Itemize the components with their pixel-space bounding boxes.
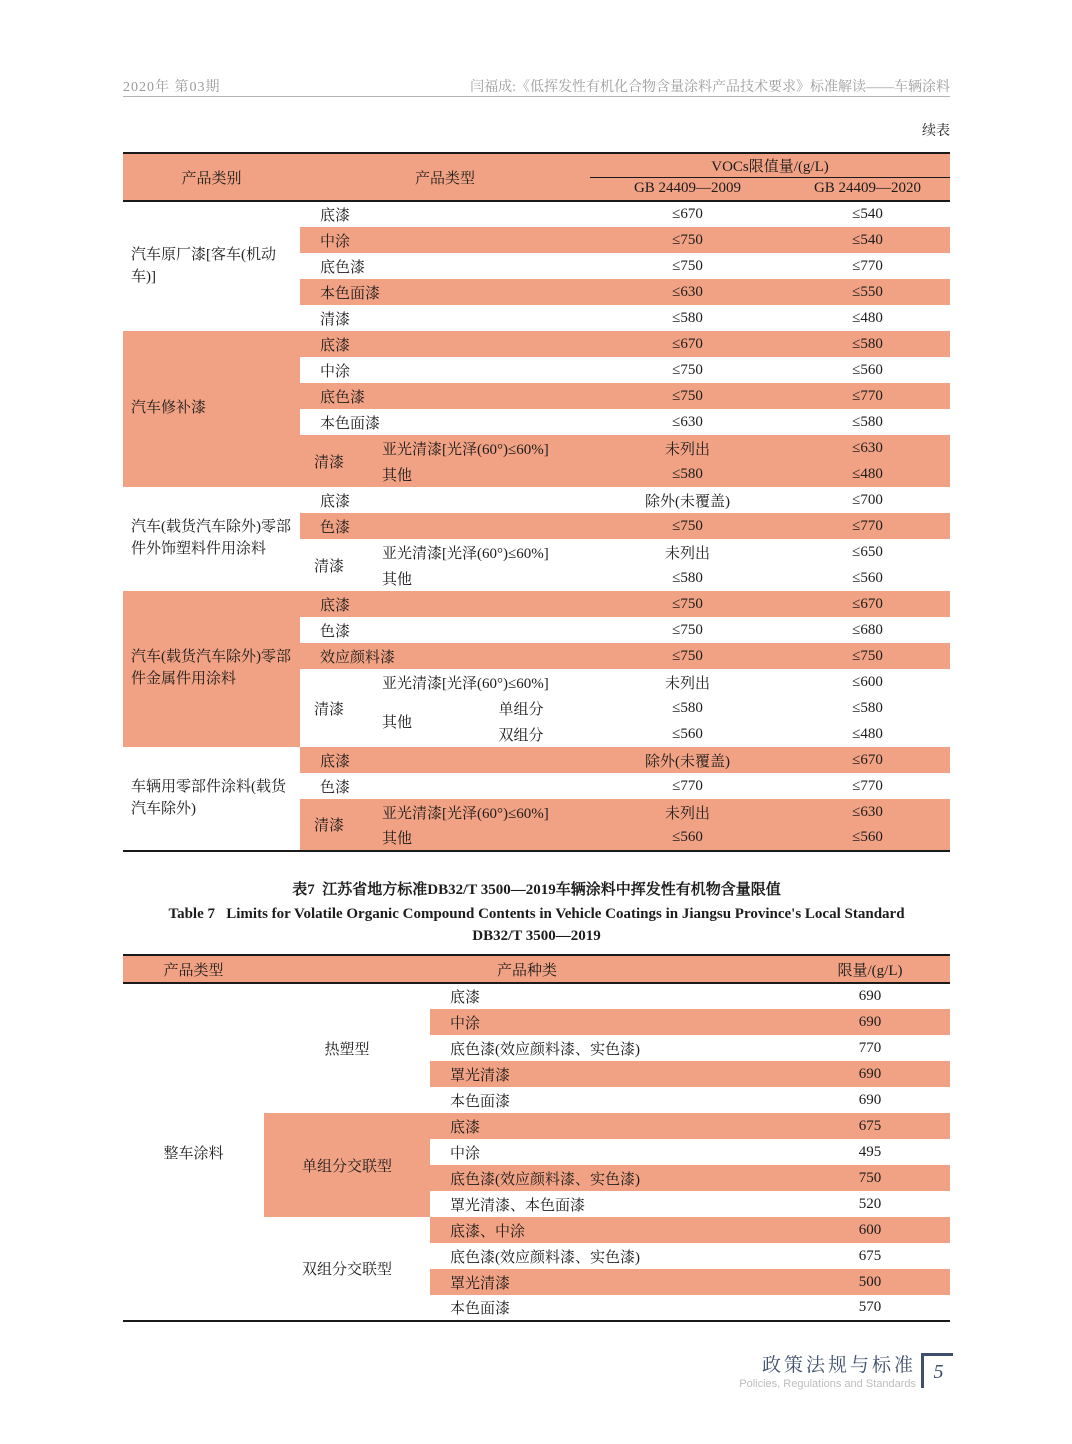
limit-2009-cell: 未列出 — [665, 675, 711, 692]
subcategory-cell: 双组分交联型 — [301, 1262, 392, 1278]
limit-2009-cell: ≤670 — [590, 331, 785, 357]
subcategory-cell: 单组分交联型 — [264, 1113, 430, 1217]
limit-cell: 675 — [790, 1113, 950, 1139]
limit-2009-cell: 除外(未覆盖) — [590, 747, 785, 773]
limit-2020-cell: ≤750 — [785, 643, 950, 669]
kind-cell: 底色漆(效应颜料漆、实色漆) — [450, 1249, 640, 1266]
limit-2009-cell: ≤560 — [672, 725, 703, 742]
limit-2020-cell: ≤550 — [785, 279, 950, 305]
limit-2009-cell: 除外(未覆盖) — [645, 493, 731, 510]
limit-2009-cell: ≤750 — [590, 643, 785, 669]
subcategory-cell: 热塑型 — [324, 1042, 370, 1058]
limit-2020-cell: ≤560 — [852, 361, 883, 378]
table-header-row — [123, 955, 950, 983]
col-header-limit: 限量/(g/L) — [790, 955, 950, 983]
category-cell: 汽车原厂漆[客车(机动车)] — [131, 246, 276, 285]
subtype-cell: 其他 — [372, 825, 590, 851]
footer-section-cn: 政策法规与标准 — [761, 1355, 916, 1376]
table-row — [123, 331, 950, 357]
limit-2009-cell: ≤580 — [672, 699, 703, 716]
limit-2009-cell: ≤750 — [672, 361, 703, 378]
subtype-cell: 亚光清漆[光泽(60°)≤60%] — [372, 799, 590, 825]
limit-cell: 770 — [858, 1039, 882, 1056]
limit-2020-cell: ≤580 — [852, 699, 883, 716]
limit-2020-cell: ≤560 — [852, 569, 883, 586]
limit-2009-cell: ≤750 — [590, 591, 785, 617]
table7-title-en: Table 7 Limits for Volatile Organic Compound Contents in Vehicle Coatings in Jiangsu Province's Local Standard — [168, 906, 905, 922]
limit-2009-cell: 未列出 — [665, 545, 711, 562]
kind-cell: 罩光清漆、本色面漆 — [450, 1197, 586, 1214]
category-cell: 汽车(载货汽车除外)零部件金属件用涂料 — [123, 591, 300, 747]
limit-cell: 600 — [790, 1217, 950, 1243]
component-cell: 双组分 — [498, 727, 544, 744]
limit-cell: 500 — [790, 1269, 950, 1295]
col-header-gb2020: GB 24409—2020 — [785, 177, 950, 201]
kind-cell: 罩光清漆 — [430, 1269, 790, 1295]
limit-2020-cell: ≤480 — [852, 725, 883, 742]
type-cell: 中涂 — [300, 227, 590, 253]
clearcoat-label-cell: 清漆 — [300, 435, 372, 487]
type-cell: 色漆 — [320, 623, 351, 640]
type-cell: 底漆 — [300, 591, 590, 617]
subtype-cell: 亚光清漆[光泽(60°)≤60%] — [382, 675, 549, 692]
table-row — [123, 983, 950, 1009]
limit-2020-cell: ≤540 — [785, 227, 950, 253]
limit-2020-cell: ≤560 — [785, 825, 950, 851]
kind-cell: 中涂 — [430, 1009, 790, 1035]
type-cell: 本色面漆 — [300, 279, 590, 305]
limit-2020-cell: ≤630 — [785, 435, 950, 461]
type-cell: 清漆 — [320, 311, 351, 328]
col-header-gb2009: GB 24409—2009 — [590, 177, 785, 201]
category-cell: 车辆用零部件涂料(载货汽车除外) — [131, 778, 286, 817]
subtype-cell: 亚光清漆[光泽(60°)≤60%] — [372, 435, 590, 461]
category-cell: 汽车修补漆 — [123, 331, 300, 487]
limit-cell: 690 — [858, 1091, 882, 1108]
kind-cell: 底色漆(效应颜料漆、实色漆) — [430, 1165, 790, 1191]
kind-cell: 罩光清漆 — [430, 1061, 790, 1087]
limit-cell: 750 — [790, 1165, 950, 1191]
subtype-cell: 其他 — [382, 571, 413, 588]
limit-2020-cell: ≤700 — [852, 491, 883, 508]
footer-section — [739, 1350, 916, 1390]
limit-2020-cell: ≤480 — [785, 461, 950, 487]
table-row — [123, 487, 950, 513]
limit-2020-cell: ≤580 — [785, 331, 950, 357]
limit-2009-cell: ≤630 — [590, 279, 785, 305]
running-title: 闫福成:《低挥发性有机化合物含量涂料产品技术要求》标准解读——车辆涂料 — [470, 80, 950, 95]
other-label-cell: 其他 — [382, 714, 413, 731]
type-cell: 底色漆 — [320, 259, 366, 276]
limit-2020-cell: ≤770 — [785, 513, 950, 539]
page-footer — [739, 1350, 953, 1390]
type-cell: 底漆 — [300, 331, 590, 357]
kind-cell: 底漆、中涂 — [430, 1217, 790, 1243]
limit-cell: 675 — [858, 1247, 882, 1264]
limit-2009-cell: ≤750 — [672, 257, 703, 274]
limit-cell: 690 — [790, 1009, 950, 1035]
limit-2020-cell: ≤580 — [852, 413, 883, 430]
limit-2009-cell: ≤580 — [672, 569, 703, 586]
kind-cell: 本色面漆 — [450, 1301, 511, 1317]
limit-2009-cell: ≤580 — [590, 461, 785, 487]
limit-2009-cell: ≤560 — [590, 825, 785, 851]
col-header-category: 产品类别 — [123, 153, 300, 201]
footer-section-en: Policies, Regulations and Standards — [739, 1378, 916, 1390]
table7-title-cn: 表7 江苏省地方标准DB32/T 3500—2019车辆涂料中挥发性有机物含量限值 — [292, 882, 781, 898]
page-number-bracket — [921, 1353, 953, 1388]
subtype-cell: 亚光清漆[光泽(60°)≤60%] — [382, 545, 549, 562]
type-cell: 色漆 — [300, 513, 590, 539]
limit-2009-cell: ≤630 — [672, 413, 703, 430]
kind-cell: 底漆 — [430, 1113, 790, 1139]
type-cell: 本色面漆 — [320, 415, 381, 432]
type-cell: 中涂 — [320, 363, 351, 380]
limit-2020-cell: ≤670 — [785, 591, 950, 617]
limit-2009-cell: 未列出 — [590, 435, 785, 461]
limit-2009-cell: ≤580 — [672, 309, 703, 326]
category-cell: 汽车(载货汽车除外)零部件外饰塑料件用涂料 — [131, 519, 291, 557]
limit-2020-cell: ≤670 — [785, 747, 950, 773]
type-cell: 底漆 — [320, 208, 351, 224]
limit-cell: 495 — [858, 1143, 882, 1160]
col-header-type: 产品类型 — [300, 153, 590, 201]
table-row — [123, 201, 950, 227]
type-cell: 效应颜料漆 — [300, 643, 590, 669]
limit-2020-cell: ≤770 — [852, 777, 883, 794]
limit-2009-cell: ≤750 — [590, 227, 785, 253]
kind-cell: 底漆 — [450, 990, 481, 1006]
type-cell: 底漆 — [320, 493, 351, 510]
page-number: 5 — [933, 1360, 944, 1383]
limit-2009-cell: ≤670 — [672, 206, 703, 222]
limit-2020-cell: ≤480 — [852, 309, 883, 326]
type-cell: 底漆 — [300, 747, 590, 773]
table-header-row — [123, 153, 950, 177]
limit-2020-cell: ≤650 — [852, 543, 883, 560]
limit-2009-cell: ≤750 — [672, 621, 703, 638]
limit-2009-cell: 未列出 — [590, 799, 785, 825]
limit-2009-cell: ≤770 — [672, 777, 703, 794]
col-header-type: 产品类型 — [123, 955, 264, 983]
limit-2020-cell: ≤630 — [785, 799, 950, 825]
kind-cell: 底色漆(效应颜料漆、实色漆) — [450, 1041, 640, 1058]
limit-2009-cell: ≤750 — [590, 383, 785, 409]
table-row — [123, 591, 950, 617]
category-cell: 整车涂料 — [163, 1145, 224, 1162]
clearcoat-label-cell: 清漆 — [300, 799, 372, 851]
limit-2009-cell: ≤750 — [590, 513, 785, 539]
limit-2020-cell: ≤680 — [852, 621, 883, 638]
issue-label: 2020年 第03期 — [123, 80, 221, 95]
limit-cell: 570 — [858, 1299, 882, 1315]
type-cell: 色漆 — [320, 779, 351, 796]
limit-2020-cell: ≤600 — [852, 673, 883, 690]
type-cell: 底色漆 — [300, 383, 590, 409]
jiangsu-voc-limits-table — [123, 954, 950, 1322]
table7-caption — [123, 878, 950, 945]
limit-cell: 690 — [790, 1061, 950, 1087]
table-row — [123, 747, 950, 773]
limit-2020-cell: ≤770 — [852, 257, 883, 274]
component-cell: 单组分 — [498, 701, 544, 718]
limit-cell: 690 — [858, 988, 882, 1004]
col-header-kind: 产品种类 — [264, 955, 790, 983]
continued-table-label: 续表 — [922, 124, 950, 139]
subtype-cell: 其他 — [372, 461, 590, 487]
limit-2020-cell: ≤770 — [785, 383, 950, 409]
table7-title-en-std: DB32/T 3500—2019 — [472, 928, 601, 944]
clearcoat-label-cell: 清漆 — [314, 558, 345, 575]
clearcoat-label-cell: 清漆 — [314, 701, 345, 718]
header-rule — [123, 96, 950, 97]
limit-cell: 520 — [858, 1195, 882, 1212]
gb-voc-limits-table — [123, 152, 950, 852]
col-header-vocs: VOCs限值量/(g/L) — [590, 153, 950, 177]
kind-cell: 中涂 — [450, 1145, 481, 1162]
kind-cell: 本色面漆 — [450, 1093, 511, 1110]
limit-2020-cell: ≤540 — [852, 206, 883, 222]
